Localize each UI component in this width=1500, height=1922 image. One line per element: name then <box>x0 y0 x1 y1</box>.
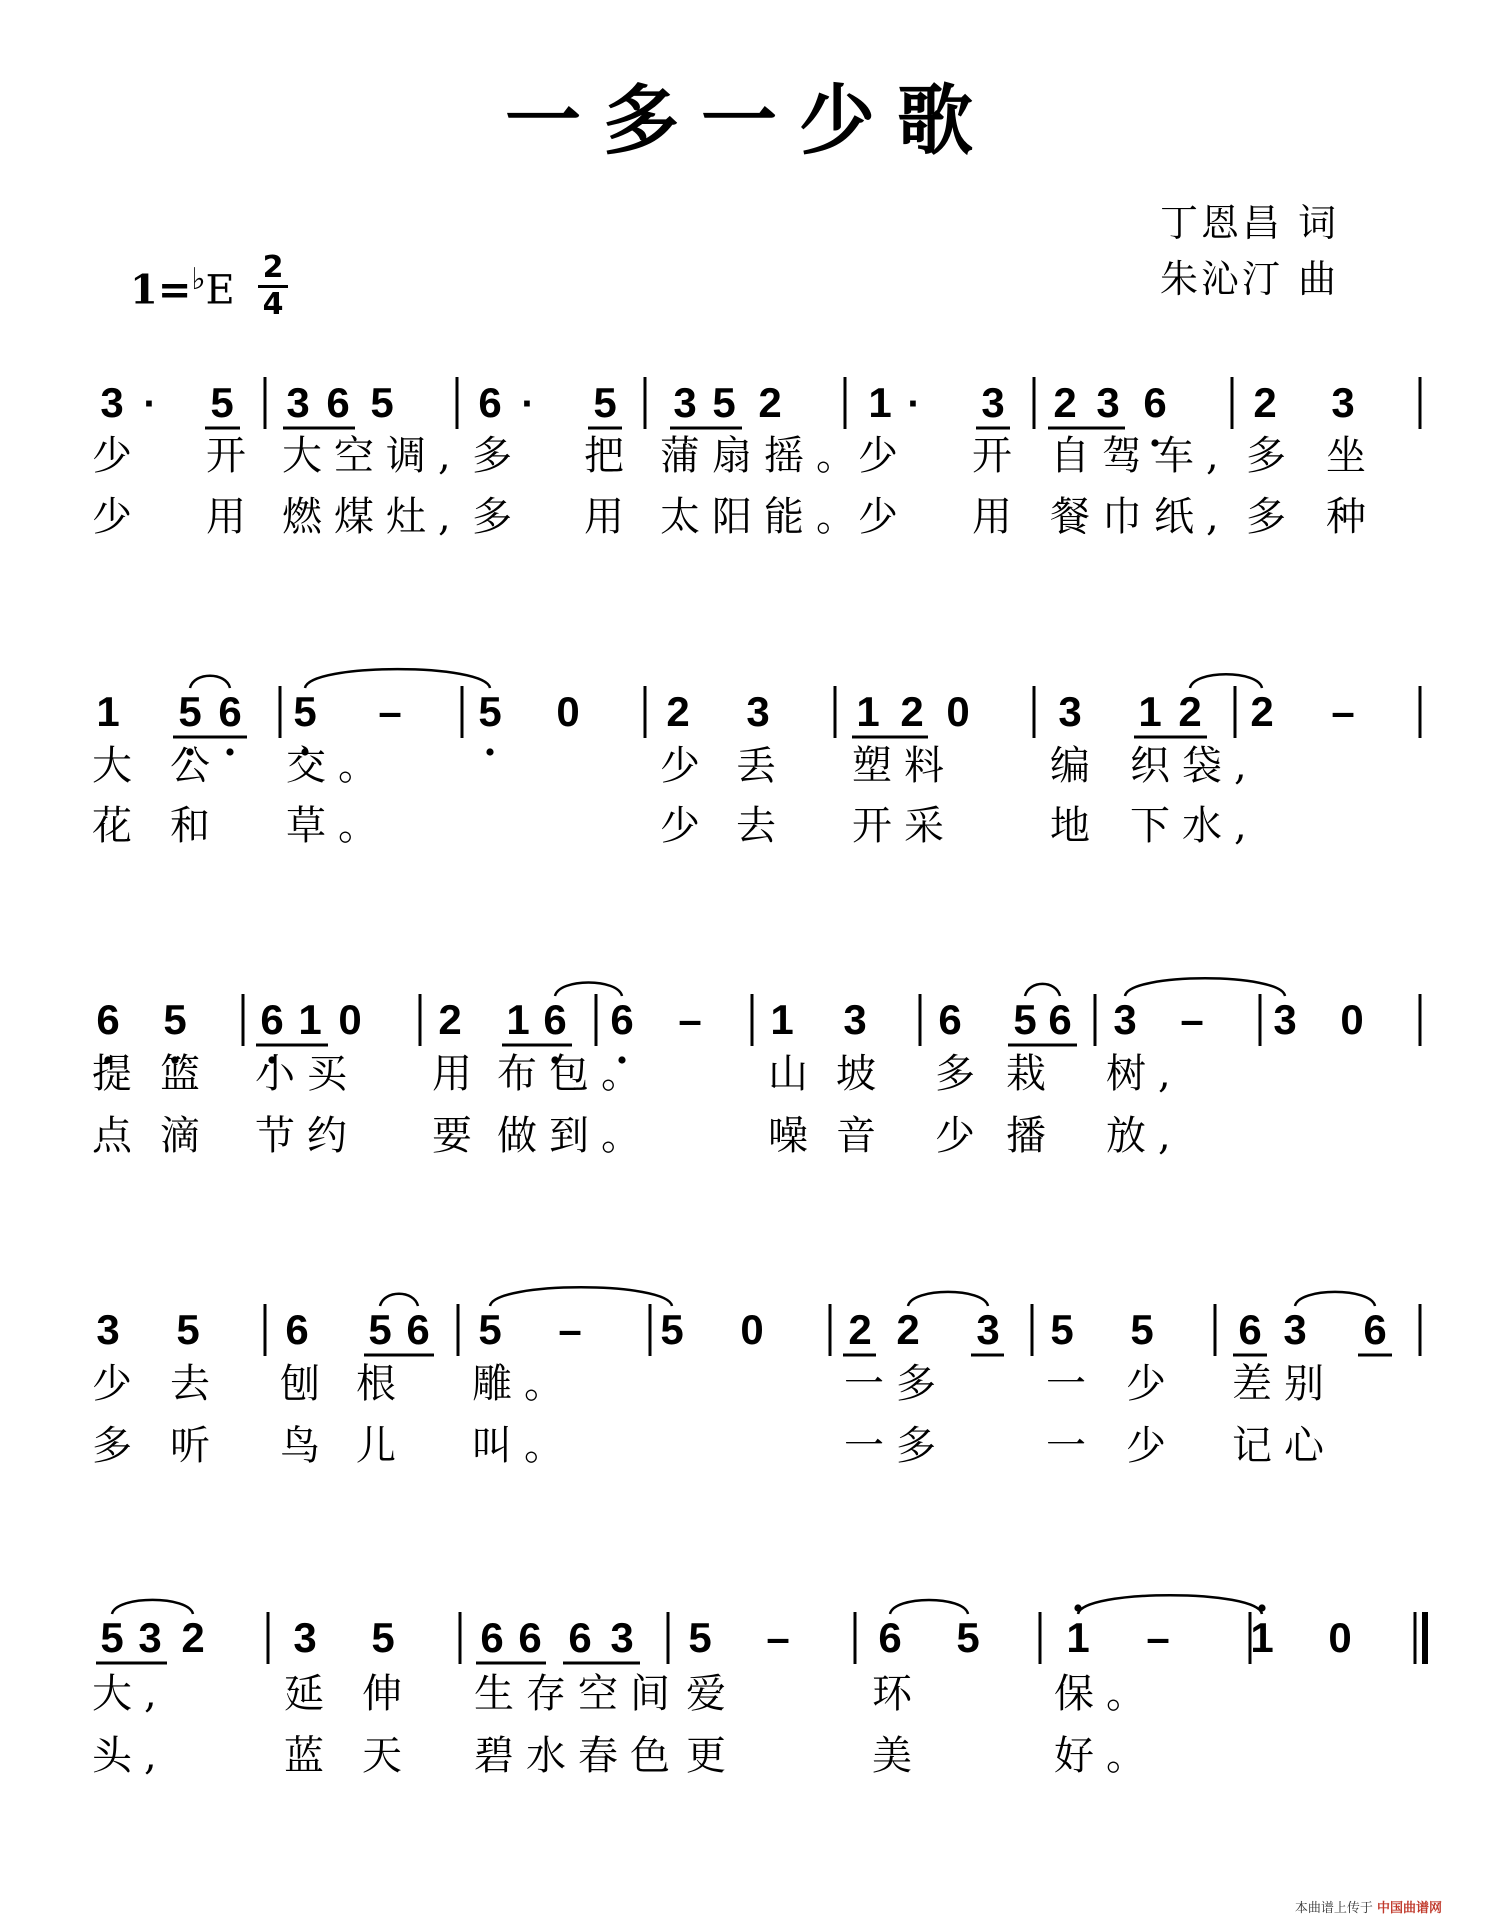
footer-watermark <box>1295 1897 1442 1916</box>
lyric-word: 多 <box>92 1423 144 1469</box>
lyric-line <box>0 1724 1500 1779</box>
lyric-word: 少 <box>92 494 144 540</box>
footer-site: 中国曲谱网 <box>1376 1901 1442 1916</box>
note: 2 <box>758 379 782 426</box>
note: 3 <box>673 379 697 426</box>
sustain-dash: – <box>678 996 702 1043</box>
lyric-word: 和 <box>170 803 222 849</box>
lyric-word: 少 <box>858 494 910 540</box>
note: 5 <box>1130 1306 1154 1353</box>
lyric-line <box>0 1414 1500 1469</box>
note: 5 <box>370 379 394 426</box>
lyric-word: 用 <box>206 494 258 540</box>
lyric-word: 雕。 <box>472 1361 576 1407</box>
note: 5 <box>293 688 317 735</box>
lyric-word: 少 <box>660 743 712 789</box>
lyric-word: 生存空间 <box>474 1671 682 1717</box>
tie-arc <box>890 1600 968 1614</box>
note: 5 <box>100 1614 124 1661</box>
note: 5 <box>368 1306 392 1353</box>
tie-arc <box>908 1292 988 1306</box>
lyric-word: 织袋, <box>1130 743 1259 789</box>
note: 1 <box>770 996 794 1043</box>
note: 6 <box>218 688 242 735</box>
note: 5 <box>176 1306 200 1353</box>
lyric-word: 噪 <box>768 1113 820 1159</box>
lyric-word: 大, <box>92 1671 169 1717</box>
lyric-word: 多 <box>935 1051 987 1097</box>
note: 6 <box>1238 1306 1262 1353</box>
lyric-line <box>0 794 1500 849</box>
sustain-dash: – <box>378 688 402 735</box>
note: 3 <box>1058 688 1082 735</box>
note: 6 <box>326 379 350 426</box>
note: 6 <box>518 1614 542 1661</box>
tie-arc <box>1078 1595 1262 1614</box>
lyric-word: 爱 <box>686 1671 738 1717</box>
lyric-word: 篮 <box>160 1051 212 1097</box>
note: 3 <box>100 379 124 426</box>
note: 2 <box>1253 379 1277 426</box>
note: 3 <box>843 996 867 1043</box>
lyric-line <box>0 1352 1500 1407</box>
sustain-dash: – <box>1331 688 1355 735</box>
note: 6 <box>938 996 962 1043</box>
lyric-word: 记心 <box>1232 1423 1336 1469</box>
lyric-line <box>0 485 1500 540</box>
composer-credit: 朱沁汀 曲 <box>1160 257 1340 301</box>
note: 6 <box>878 1614 902 1661</box>
note: 3 <box>293 1614 317 1661</box>
note: 5 <box>660 1306 684 1353</box>
note: 2 <box>900 688 924 735</box>
note: 6 <box>568 1614 592 1661</box>
note: 6 <box>96 996 120 1043</box>
lyric-word: 鸟 <box>280 1423 332 1469</box>
lyric-word: 用 <box>584 494 636 540</box>
lyric-word: 用 <box>432 1051 484 1097</box>
lyric-word: 自驾车, <box>1050 433 1231 479</box>
note: 5 <box>593 379 617 426</box>
lyric-word: 栽 <box>1006 1051 1058 1097</box>
lyric-word: 丢 <box>736 743 788 789</box>
lyric-word: 少 <box>92 1361 144 1407</box>
tie-arc <box>1190 674 1262 688</box>
lyric-word: 做到。 <box>497 1113 653 1159</box>
lyric-line <box>0 1042 1500 1097</box>
lyric-word: 开 <box>206 433 258 479</box>
tie-arc <box>190 676 230 688</box>
lyric-word: 听 <box>170 1423 222 1469</box>
lyric-word: 去 <box>736 803 788 849</box>
note: 0 <box>740 1306 764 1353</box>
note: 2 <box>1178 688 1202 735</box>
tie-arc <box>112 1600 193 1614</box>
note: 3 <box>1273 996 1297 1043</box>
note: 3 <box>610 1614 634 1661</box>
note: 6 <box>1143 379 1167 426</box>
note: 5 <box>163 996 187 1043</box>
lyric-word: 蓝 <box>284 1733 336 1779</box>
lyric-word: 开 <box>972 433 1024 479</box>
lyric-word: 音 <box>836 1113 888 1159</box>
lyric-word: 草。 <box>286 803 390 849</box>
lyric-word: 差别 <box>1232 1361 1336 1407</box>
note: 3 <box>1331 379 1355 426</box>
note: 6 <box>260 996 284 1043</box>
lyric-word: 碧水春色 <box>474 1733 682 1779</box>
lyric-word: 一 <box>1046 1423 1098 1469</box>
note: 2 <box>848 1306 872 1353</box>
tie-arc <box>380 1294 418 1306</box>
flat-symbol: ♭ <box>191 262 206 297</box>
lyric-line <box>0 424 1500 479</box>
note: 5 <box>178 688 202 735</box>
note: 6 <box>543 996 567 1043</box>
lyric-word: 少 <box>935 1113 987 1159</box>
dot-mark: · <box>521 382 535 426</box>
note: 5 <box>478 688 502 735</box>
note: 0 <box>556 688 580 735</box>
lyric-word: 播 <box>1006 1113 1058 1159</box>
key-prefix: 1= <box>130 266 192 314</box>
note: 3 <box>286 379 310 426</box>
note: 1 <box>868 379 892 426</box>
lyric-word: 开采 <box>852 803 956 849</box>
lyric-word: 儿 <box>356 1423 408 1469</box>
lyric-word: 少 <box>1126 1361 1178 1407</box>
lyric-word: 延 <box>284 1671 336 1717</box>
note: 5 <box>371 1614 395 1661</box>
lyric-word: 好。 <box>1054 1733 1158 1779</box>
note: 0 <box>1340 996 1364 1043</box>
lyric-word: 多 <box>1246 494 1298 540</box>
note: 2 <box>438 996 462 1043</box>
note: 5 <box>1050 1306 1074 1353</box>
note: 0 <box>338 996 362 1043</box>
lyric-word: 去 <box>170 1361 222 1407</box>
note: 6 <box>285 1306 309 1353</box>
lyric-word: 更 <box>686 1733 738 1779</box>
lyric-word: 滴 <box>160 1113 212 1159</box>
lyric-word: 美 <box>872 1733 924 1779</box>
lyric-word: 大空调, <box>282 433 463 479</box>
lyric-word: 一 <box>1046 1361 1098 1407</box>
note: 2 <box>666 688 690 735</box>
lyric-line <box>0 734 1500 789</box>
note: 5 <box>210 379 234 426</box>
lyric-word: 编 <box>1050 743 1102 789</box>
lyric-word: 多 <box>1246 433 1298 479</box>
dot-mark: · <box>143 382 157 426</box>
note: 0 <box>1328 1614 1352 1661</box>
lyric-line <box>0 1104 1500 1159</box>
note: 5 <box>1013 996 1037 1043</box>
lyric-word: 伸 <box>362 1671 414 1717</box>
note: 1 <box>1066 1614 1090 1661</box>
note: 3 <box>96 1306 120 1353</box>
lyric-word: 燃煤灶, <box>282 494 463 540</box>
note: 6 <box>478 379 502 426</box>
lyric-word: 蒲扇摇。 <box>660 433 868 479</box>
tie-arc <box>1295 1292 1375 1306</box>
note: 2 <box>181 1614 205 1661</box>
lyric-word: 少 <box>858 433 910 479</box>
lyric-word: 公 <box>170 743 222 789</box>
lyric-word: 节约 <box>255 1113 359 1159</box>
note: 3 <box>981 379 1005 426</box>
footer-text: 本曲谱上传于 <box>1294 1901 1373 1916</box>
lyric-word: 环 <box>872 1671 924 1717</box>
note: 3 <box>1283 1306 1307 1353</box>
time-signature-top: 2 <box>262 250 284 285</box>
sustain-dash: – <box>766 1614 790 1661</box>
lyricist-credit: 丁恩昌 词 <box>1160 201 1340 245</box>
lyric-word: 放, <box>1106 1113 1183 1159</box>
lyric-word: 餐巾纸, <box>1050 494 1231 540</box>
lyric-word: 点 <box>92 1113 144 1159</box>
note: 2 <box>1250 688 1274 735</box>
lyric-word: 保。 <box>1054 1671 1158 1717</box>
lyric-word: 少 <box>660 803 712 849</box>
tie-arc <box>490 1287 672 1306</box>
lyric-word: 一多 <box>844 1361 948 1407</box>
lyric-word: 小买 <box>255 1051 359 1097</box>
tie-arc <box>1025 984 1060 996</box>
lyric-word: 种 <box>1326 494 1378 540</box>
lyric-line <box>0 1662 1500 1717</box>
note: 3 <box>138 1614 162 1661</box>
lyric-word: 天 <box>362 1733 414 1779</box>
lyric-word: 根 <box>356 1361 408 1407</box>
song-title: 一多一少歌 <box>505 76 995 165</box>
note: 2 <box>1053 379 1077 426</box>
lyric-word: 布包。 <box>497 1051 653 1097</box>
lyric-word: 山 <box>768 1051 820 1097</box>
sustain-dash: – <box>1146 1614 1170 1661</box>
lyric-word: 一多 <box>844 1423 948 1469</box>
note: 3 <box>746 688 770 735</box>
lyric-word: 塑料 <box>852 743 956 789</box>
note: 1 <box>96 688 120 735</box>
lyric-word: 多 <box>472 433 524 479</box>
lyric-word: 树, <box>1106 1051 1183 1097</box>
tie-arc <box>555 982 622 996</box>
note: 5 <box>478 1306 502 1353</box>
lyric-word: 坡 <box>836 1051 888 1097</box>
lyric-word: 坐 <box>1326 433 1378 479</box>
note: 6 <box>1363 1306 1387 1353</box>
lyric-word: 刨 <box>280 1361 332 1407</box>
lyric-word: 交。 <box>286 743 390 789</box>
lyric-word: 大 <box>92 743 144 789</box>
lyric-word: 少 <box>1126 1423 1178 1469</box>
key-letter: E <box>205 267 235 314</box>
note: 1 <box>856 688 880 735</box>
note: 6 <box>1048 996 1072 1043</box>
lyric-word: 花 <box>92 803 144 849</box>
tie-arc <box>305 669 490 688</box>
note: 3 <box>1096 379 1120 426</box>
sustain-dash: – <box>558 1306 582 1353</box>
note: 3 <box>976 1306 1000 1353</box>
note: 0 <box>946 688 970 735</box>
note: 1 <box>298 996 322 1043</box>
lyric-word: 提 <box>92 1051 144 1097</box>
time-signature-bottom: 4 <box>262 287 284 322</box>
note: 6 <box>610 996 634 1043</box>
lyric-word: 多 <box>472 494 524 540</box>
tie-arc <box>1125 978 1285 996</box>
lyric-word: 把 <box>584 433 636 479</box>
note: 6 <box>480 1614 504 1661</box>
lyric-word: 要 <box>432 1113 484 1159</box>
lyric-word: 用 <box>972 494 1024 540</box>
lyric-word: 叫。 <box>472 1423 576 1469</box>
note: 2 <box>896 1306 920 1353</box>
sustain-dash: – <box>1180 996 1204 1043</box>
note: 5 <box>956 1614 980 1661</box>
note: 1 <box>1138 688 1162 735</box>
note: 3 <box>1113 996 1137 1043</box>
note: 1 <box>506 996 530 1043</box>
dot-mark: · <box>907 382 921 426</box>
lyric-word: 少 <box>92 433 144 479</box>
note: 1 <box>1250 1614 1274 1661</box>
lyric-word: 地 <box>1050 803 1102 849</box>
note: 5 <box>688 1614 712 1661</box>
lyric-word: 头, <box>92 1733 169 1779</box>
lyric-word: 下水, <box>1130 803 1259 849</box>
note: 5 <box>712 379 736 426</box>
note: 6 <box>406 1306 430 1353</box>
lyric-word: 太阳能。 <box>660 494 868 540</box>
